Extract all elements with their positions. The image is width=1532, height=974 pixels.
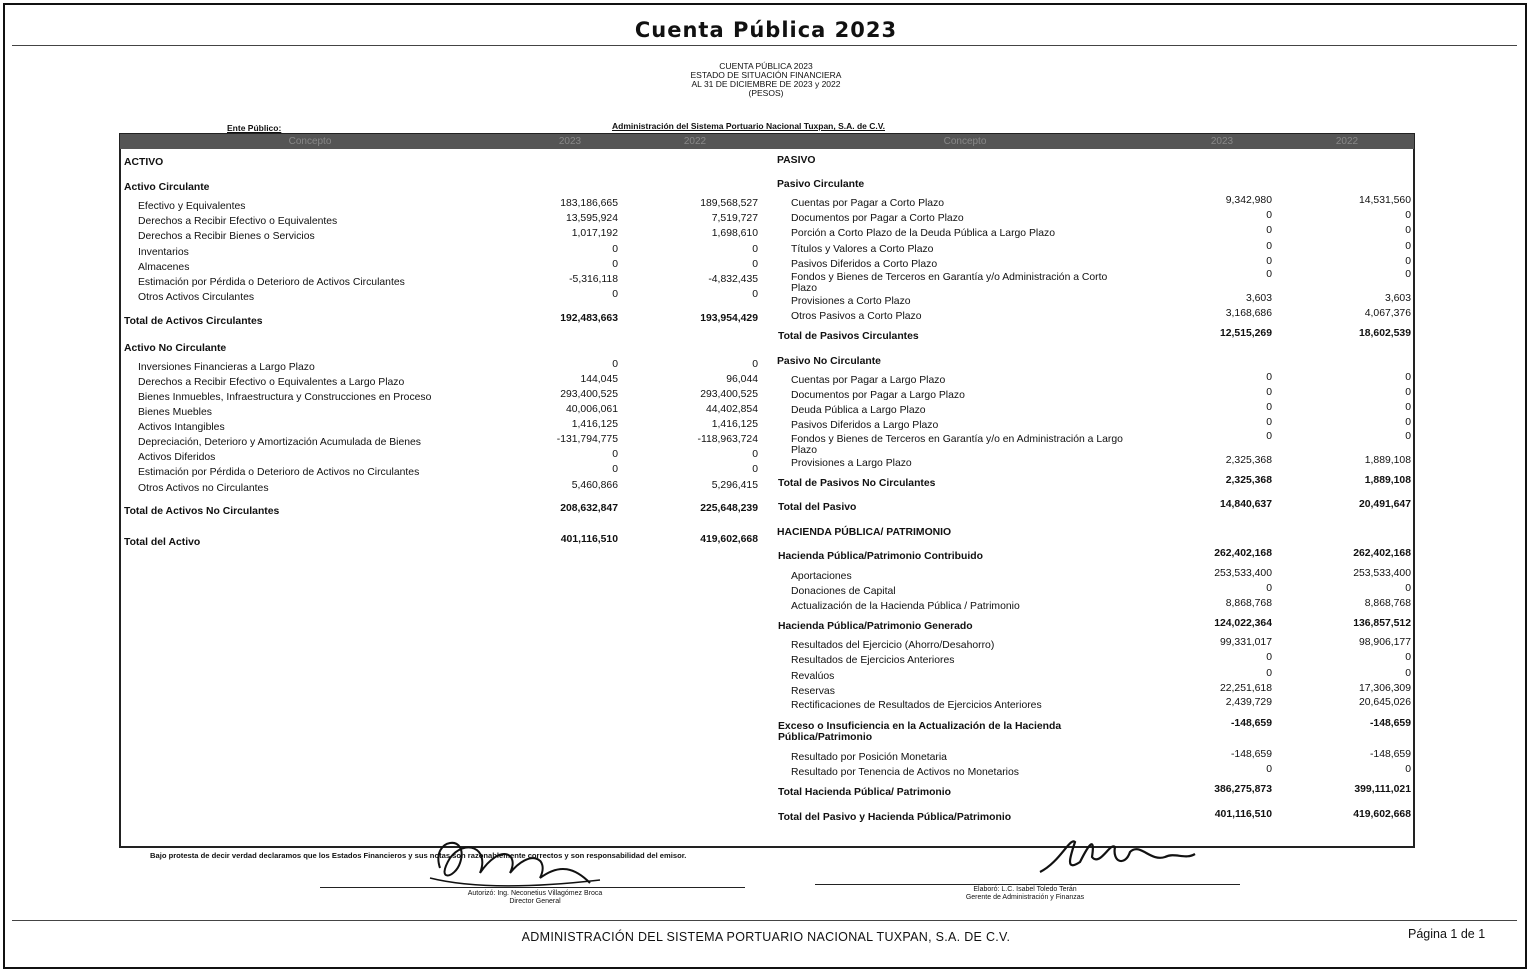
- row-value-2022: -118,963,724: [697, 434, 758, 445]
- row-value-2022: -148,659: [1369, 718, 1411, 729]
- row-value-2022: 419,602,668: [1353, 809, 1411, 820]
- row-label: Otros Pasivos a Corto Plazo: [791, 311, 922, 322]
- row-value-2023: 5,460,866: [571, 480, 618, 491]
- row-value-2022: 262,402,168: [1353, 548, 1411, 559]
- row-label: Deuda Pública a Largo Plazo: [791, 405, 926, 416]
- row-label: Fondos y Bienes de Terceros en Garantía y/o en Administración a Largo Plazo: [791, 434, 1123, 456]
- row-label: Provisiones a Corto Plazo: [791, 296, 911, 307]
- header-line-1: CUENTA PÚBLICA 2023: [719, 61, 813, 71]
- row-value-2023: 12,515,269: [1219, 328, 1272, 339]
- row-value-2023: 0: [1266, 387, 1272, 398]
- row-label: Documentos por Pagar a Largo Plazo: [791, 390, 965, 401]
- row-value-2022: 98,906,177: [1358, 637, 1411, 648]
- row-value-2022: 0: [1405, 431, 1411, 442]
- row-value-2023: 0: [1266, 764, 1272, 775]
- ente-value: Administración del Sistema Portuario Nacional Tuxpan, S.A. de C.V.: [612, 121, 886, 131]
- row-value-2022: 0: [1405, 764, 1411, 775]
- row-label: HACIENDA PÚBLICA/ PATRIMONIO: [777, 527, 952, 538]
- signer-left-name: Autorizó: Ing. Neconetius Villagómez Broca: [467, 890, 603, 897]
- row-value-2022: 3,603: [1384, 293, 1411, 304]
- row-value-2022: 0: [1405, 668, 1411, 679]
- row-label: Cuentas por Pagar a Corto Plazo: [791, 198, 945, 209]
- row-value-2023: 0: [1266, 668, 1272, 679]
- row-value-2023: 0: [612, 244, 618, 255]
- row-value-2023: 401,116,510: [1214, 809, 1272, 820]
- row-label: Total del Activo: [124, 537, 201, 548]
- row-value-2023: 124,022,364: [1214, 618, 1272, 629]
- row-value-2023: 3,603: [1245, 293, 1272, 304]
- row-value-2023: 0: [1266, 431, 1272, 442]
- row-value-2023: 0: [612, 289, 618, 300]
- header-line-3: AL 31 DE DICIEMBRE DE 2023 y 2022: [691, 79, 841, 89]
- row-label: Resultado por Tenencia de Activos no Monetarios: [791, 767, 1019, 778]
- row-value-2022: 0: [752, 359, 758, 370]
- row-value-2023: 8,868,768: [1225, 598, 1272, 609]
- row-label: Pasivo Circulante: [777, 179, 865, 190]
- row-value-2023: 293,400,525: [560, 389, 618, 400]
- row-value-2023: -5,316,118: [569, 274, 618, 285]
- row-value-2022: 419,602,668: [700, 534, 758, 545]
- row-label: Otros Activos no Circulantes: [138, 483, 269, 494]
- row-value-2022: 0: [1405, 256, 1411, 267]
- row-label: Derechos a Recibir Efectivo o Equivalentes a Largo Plazo: [138, 377, 405, 388]
- row-label: Total de Activos No Circulantes: [124, 506, 280, 517]
- row-value-2022: 4,067,376: [1364, 308, 1411, 319]
- row-label: Efectivo y Equivalentes: [138, 201, 246, 212]
- row-value-2023: 0: [1266, 583, 1272, 594]
- row-value-2023: 0: [1266, 652, 1272, 663]
- row-label: Actualización de la Hacienda Pública / Patrimonio: [791, 601, 1020, 612]
- row-label: Revalúos: [791, 671, 835, 682]
- row-value-2023: 2,325,368: [1225, 475, 1272, 486]
- row-value-2022: 0: [752, 449, 758, 460]
- row-value-2022: 0: [752, 244, 758, 255]
- row-label: Aportaciones: [791, 571, 852, 582]
- declaration-text: Bajo protesta de decir verdad declaramos que los Estados Financieros y sus notas son razonablemente correctos y son responsabilidad del emisor.: [150, 851, 687, 860]
- row-value-2022: 7,519,727: [711, 213, 758, 224]
- row-label: Activos Intangibles: [138, 422, 225, 433]
- row-label: Derechos a Recibir Efectivo o Equivalentes: [138, 216, 338, 227]
- row-value-2023: 9,342,980: [1225, 195, 1272, 206]
- row-value-2022: -148,659: [1369, 749, 1411, 760]
- row-value-2022: 18,602,539: [1358, 328, 1411, 339]
- row-value-2022: 1,889,108: [1364, 455, 1411, 466]
- row-value-2022: 1,889,108: [1364, 475, 1411, 486]
- row-value-2022: 17,306,309: [1358, 683, 1411, 694]
- row-value-2023: 0: [1266, 256, 1272, 267]
- row-label: Provisiones a Largo Plazo: [791, 458, 912, 469]
- row-label: Donaciones de Capital: [791, 586, 896, 597]
- row-value-2022: 136,857,512: [1353, 618, 1411, 629]
- row-value-2022: 0: [1405, 372, 1411, 383]
- row-value-2023: 0: [612, 464, 618, 475]
- row-value-2022: 0: [1405, 269, 1411, 280]
- row-value-2023: 0: [612, 449, 618, 460]
- row-value-2022: -4,832,435: [708, 274, 758, 285]
- row-value-2022: 1,698,610: [711, 228, 758, 239]
- row-value-2023: 0: [1266, 225, 1272, 236]
- row-value-2023: 99,331,017: [1219, 637, 1272, 648]
- row-label: Inversiones Financieras a Largo Plazo: [138, 362, 315, 373]
- row-value-2023: 2,439,729: [1225, 697, 1272, 708]
- row-label: Rectificaciones de Resultados de Ejercicios Anteriores: [791, 700, 1042, 711]
- row-label: Fondos y Bienes de Terceros en Garantía y/o Administración a Corto Plazo: [791, 272, 1108, 294]
- row-value-2022: 1,416,125: [711, 419, 758, 430]
- col-concepto-right: Concepto: [943, 136, 987, 147]
- row-value-2022: 0: [1405, 225, 1411, 236]
- signature-right: [1030, 832, 1200, 882]
- header-line-2: ESTADO DE SITUACIÓN FINANCIERA: [690, 70, 842, 80]
- row-value-2022: 0: [1405, 402, 1411, 413]
- row-value-2023: 262,402,168: [1214, 548, 1272, 559]
- signer-left: [420, 890, 650, 905]
- row-label: Total de Pasivos Circulantes: [778, 331, 919, 342]
- row-value-2022: 253,533,400: [1353, 568, 1411, 579]
- row-value-2023: 0: [1266, 372, 1272, 383]
- row-value-2022: 225,648,239: [700, 503, 758, 514]
- row-value-2022: 0: [1405, 652, 1411, 663]
- row-value-2022: 5,296,415: [711, 480, 758, 491]
- col-2022-left: 2022: [683, 136, 707, 147]
- row-label: Reservas: [791, 686, 835, 697]
- ente-label: Ente Público:: [227, 123, 282, 133]
- row-value-2023: 22,251,618: [1219, 683, 1272, 694]
- row-label: Total del Pasivo: [778, 502, 857, 513]
- row-label: PASIVO: [777, 155, 816, 166]
- row-value-2022: 0: [1405, 387, 1411, 398]
- col-concepto-left: Concepto: [288, 136, 332, 147]
- row-label: Pasivo No Circulante: [777, 356, 881, 367]
- row-label: Total de Pasivos No Circulantes: [778, 478, 936, 489]
- row-value-2023: 386,275,873: [1214, 784, 1272, 795]
- row-label: Derechos a Recibir Bienes o Servicios: [138, 231, 315, 242]
- row-value-2022: 0: [752, 464, 758, 475]
- signer-right-role: Gerente de Administración y Finanzas: [965, 893, 1085, 901]
- row-value-2022: 20,491,647: [1358, 499, 1411, 510]
- signer-right: [910, 886, 1140, 901]
- page-title: Cuenta Pública 2023: [634, 18, 898, 42]
- row-value-2022: 0: [752, 289, 758, 300]
- row-value-2022: 399,111,021: [1354, 784, 1411, 795]
- row-value-2022: 44,402,854: [705, 404, 758, 415]
- row-value-2023: 183,186,665: [560, 198, 618, 209]
- row-value-2022: 96,044: [726, 374, 758, 385]
- row-label: Resultados del Ejercicio (Ahorro/Desahorro): [791, 640, 995, 651]
- row-value-2023: 144,045: [580, 374, 618, 385]
- column-header-bar: [120, 134, 1414, 149]
- row-value-2023: 0: [1266, 417, 1272, 428]
- row-label: Bienes Muebles: [138, 407, 212, 418]
- row-value-2022: 0: [1405, 417, 1411, 428]
- col-2022-right: 2022: [1335, 136, 1359, 147]
- title-rule: [12, 45, 1517, 46]
- row-label: Total del Pasivo y Hacienda Pública/Patrimonio: [778, 812, 1012, 823]
- footer-text: ADMINISTRACIÓN DEL SISTEMA PORTUARIO NACIONAL TUXPAN, S.A. DE C.V.: [521, 930, 1011, 944]
- row-value-2023: 13,595,924: [565, 213, 618, 224]
- row-value-2023: 14,840,637: [1219, 499, 1272, 510]
- row-label: Estimación por Pérdida o Deterioro de Activos Circulantes: [138, 277, 405, 288]
- row-value-2023: 208,632,847: [560, 503, 618, 514]
- row-value-2023: 0: [1266, 241, 1272, 252]
- row-label: Documentos por Pagar a Corto Plazo: [791, 213, 964, 224]
- footer-rule: [12, 920, 1517, 921]
- row-value-2022: 0: [1405, 210, 1411, 221]
- row-value-2023: 0: [1266, 269, 1272, 280]
- row-label: Hacienda Pública/Patrimonio Generado: [778, 621, 973, 632]
- row-value-2023: 1,017,192: [571, 228, 618, 239]
- row-value-2023: -148,659: [1230, 749, 1272, 760]
- row-label: Estimación por Pérdida o Deterioro de Activos no Circulantes: [138, 467, 420, 478]
- col-2023-right: 2023: [1210, 136, 1234, 147]
- row-label: Exceso o Insuficiencia en la Actualización de la Hacienda Pública/Patrimonio: [778, 721, 1062, 743]
- row-value-2022: 189,568,527: [700, 198, 758, 209]
- row-value-2023: 401,116,510: [560, 534, 618, 545]
- row-value-2022: 0: [1405, 241, 1411, 252]
- row-value-2023: 1,416,125: [571, 419, 618, 430]
- row-value-2022: 193,954,429: [700, 313, 758, 324]
- row-label: Almacenes: [138, 262, 190, 273]
- row-value-2023: 0: [612, 359, 618, 370]
- signer-left-role: Director General: [509, 897, 561, 905]
- row-label: Otros Activos Circulantes: [138, 292, 255, 303]
- row-label: Activo No Circulante: [124, 343, 227, 354]
- row-label: Porción a Corto Plazo de la Deuda Pública a Largo Plazo: [791, 228, 1055, 239]
- row-label: Títulos y Valores a Corto Plazo: [791, 244, 934, 255]
- row-value-2022: 14,531,560: [1358, 195, 1411, 206]
- page-number: Página 1 de 1: [1408, 927, 1486, 941]
- row-label: Inventarios: [138, 247, 189, 258]
- row-value-2023: 2,325,368: [1225, 455, 1272, 466]
- row-label: Resultado por Posición Monetaria: [791, 752, 947, 763]
- row-value-2023: 192,483,663: [560, 313, 618, 324]
- row-value-2023: 40,006,061: [565, 404, 618, 415]
- row-label: Total de Activos Circulantes: [124, 316, 263, 327]
- row-value-2022: 293,400,525: [700, 389, 758, 400]
- header-line-4: (PESOS): [748, 88, 784, 98]
- row-value-2023: -148,659: [1230, 718, 1272, 729]
- row-value-2023: 0: [1266, 402, 1272, 413]
- row-value-2023: -131,794,775: [556, 434, 618, 445]
- row-value-2023: 0: [612, 259, 618, 270]
- row-value-2022: 20,645,026: [1358, 697, 1411, 708]
- row-value-2023: 253,533,400: [1214, 568, 1272, 579]
- signature-line-right: [815, 884, 1240, 885]
- row-label: Activos Diferidos: [138, 452, 216, 463]
- row-label: Hacienda Pública/Patrimonio Contribuido: [778, 551, 983, 562]
- row-label: Activo Circulante: [124, 182, 210, 193]
- row-label: Total Hacienda Pública/ Patrimonio: [778, 787, 952, 798]
- row-label: Pasivos Diferidos a Largo Plazo: [791, 420, 939, 431]
- row-label: ACTIVO: [124, 157, 164, 168]
- row-label: Pasivos Diferidos a Corto Plazo: [791, 259, 938, 270]
- signature-line-left: [320, 887, 745, 888]
- row-label: Cuentas por Pagar a Largo Plazo: [791, 375, 946, 386]
- report-header: [0, 62, 1532, 98]
- row-value-2022: 8,868,768: [1364, 598, 1411, 609]
- row-label: Resultados de Ejercicios Anteriores: [791, 655, 955, 666]
- col-2023-left: 2023: [558, 136, 582, 147]
- row-label: Depreciación, Deterioro y Amortización Acumulada de Bienes: [138, 437, 422, 448]
- row-value-2022: 0: [752, 259, 758, 270]
- signer-right-name: Elaboró: L.C. Isabel Toledo Terán: [973, 886, 1077, 893]
- row-value-2022: 0: [1405, 583, 1411, 594]
- row-value-2023: 0: [1266, 210, 1272, 221]
- row-value-2023: 3,168,686: [1225, 308, 1272, 319]
- row-label: Bienes Inmuebles, Infraestructura y Construcciones en Proceso: [138, 392, 432, 403]
